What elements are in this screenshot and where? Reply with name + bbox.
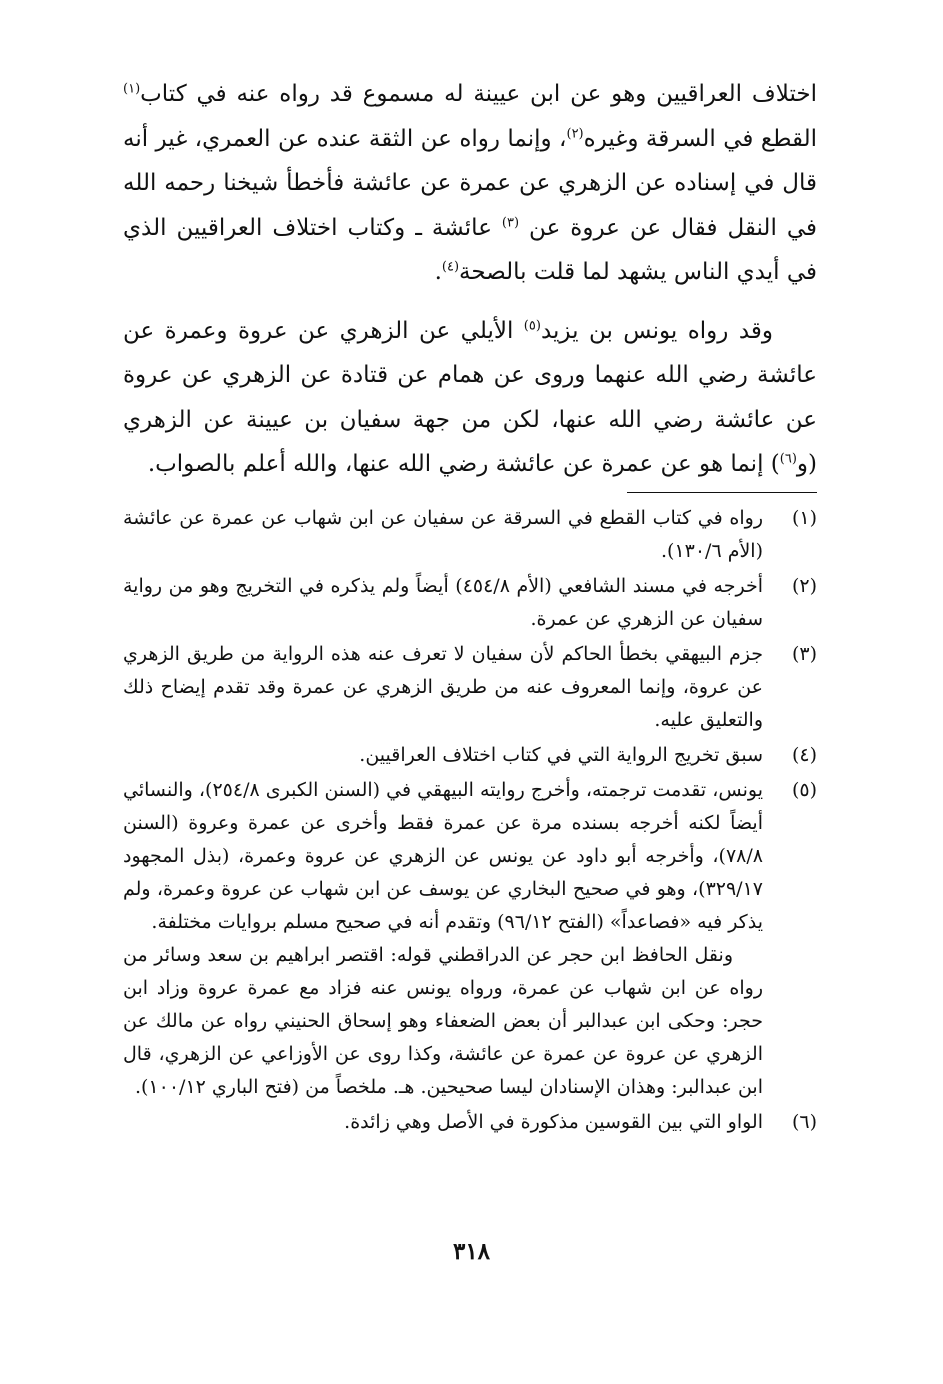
text-run: عائشة ـ وكتاب اختلاف العراقيين الذي في أيدي الناس يشهد لما قلت بالصحة — [123, 214, 817, 285]
body-paragraph — [123, 309, 817, 487]
footnote-number: (١) — [791, 507, 817, 529]
footnote-ref: (١) — [123, 81, 141, 97]
footnote-ref: (٢) — [566, 125, 584, 141]
footnote-number: (٣) — [791, 643, 817, 665]
footnote — [123, 502, 817, 568]
footnote-ref: (٥) — [523, 317, 541, 333]
footnote-paragraph: جزم البيهقي بخطأ الحاكم لأن سفيان لا تعرف عنه هذه الرواية من طريق الزهري عن عروة، وإنما المعروف عنه من طريق الزهري عن عمرة وقد تقدم إيضاح ذلك والتعليق عليه. — [123, 643, 763, 731]
footnote-text — [123, 774, 763, 1104]
footnote-number: (٥) — [791, 779, 817, 801]
footnote-text — [123, 638, 763, 737]
footnote — [123, 570, 817, 636]
footnote-number: (٢) — [791, 575, 817, 597]
footnote-text — [123, 502, 763, 568]
footnote — [123, 739, 817, 772]
text-run: ) إنما هو عن عمرة عن عائشة رضي الله عنها، والله أعلم بالصواب. — [147, 451, 780, 477]
page-number: ٣١٨ — [452, 1238, 491, 1265]
footnote-number: (٤) — [791, 744, 817, 766]
footnote-separator — [627, 492, 817, 493]
footnote-paragraph: سبق تخريج الرواية التي في كتاب اختلاف العراقيين. — [359, 744, 763, 766]
footnote-text — [123, 570, 763, 636]
footnote — [123, 774, 817, 1104]
text-run: . — [434, 259, 442, 285]
footnotes — [123, 502, 817, 1141]
footnote-paragraph: رواه في كتاب القطع في السرقة عن سفيان عن ابن شهاب عن عمرة عن عائشة (الأم ١٣٠/٦). — [123, 507, 763, 562]
footnote-paragraph: ونقل الحافظ ابن حجر عن الدراقطني قوله: اقتصر ابراهيم بن سعد وسائر من رواه عن ابن شهاب عن عمرة، ورواه يونس عنه فزاد مع عمرة عروة وزاد ابن حجر: وحكى ابن عبدالبر أن بعض الضعفاء وهو إسحاق الحنيني رواه عن مالك عن الزهري عن عروة عن عمرة عن عائشة، وكذا روى عن الأوزاعي عن الزهري، قال ابن عبدالبر: وهذان الإسنادان ليسا صحيحين. هـ. ملخصاً من (فتح الباري ١٠٠/١٢). — [123, 944, 763, 1098]
footnote-text — [123, 1106, 763, 1139]
footnote-paragraph: أخرجه في مسند الشافعي (الأم ٤٥٤/٨) أيضاً ولم يذكره في التخريج وهو من رواية سفيان عن الزهري عن عمرة. — [123, 575, 763, 630]
text-run: اختلاف العراقيين وهو عن ابن عيينة له مسموع قد رواه عنه في كتاب — [140, 81, 817, 107]
footnote — [123, 638, 817, 737]
body-paragraph — [123, 72, 817, 295]
text-run: وقد رواه يونس بن يزيد — [540, 317, 773, 344]
main-text — [123, 72, 817, 487]
text-run: الأيلي عن الزهري عن عروة وعمرة عن عائشة رضي الله عنهما وروى عن همام عن قتادة عن الزهري عن عروة عن عائشة رضي الله عنها، لكن من جهة سفيان بن عيينة عن الزهري (و — [123, 317, 817, 477]
footnote-ref: (٤) — [441, 259, 460, 275]
footnote-paragraph: الواو التي بين القوسين مذكورة في الأصل وهي زائدة. — [344, 1111, 763, 1133]
footnote-text — [123, 739, 763, 772]
text-run: ، وإنما رواه عن الثقة عنده عن العمري، غير أنه قال في إسناده عن الزهري عن عمرة عن عائشة فأخطأ شيخنا رحمه الله في النقل فقال عن عروة عن — [123, 125, 817, 241]
footnote-ref: (٦) — [779, 451, 797, 467]
footnote-paragraph: يونس، تقدمت ترجمته، وأخرج روايته البيهقي في (السنن الكبرى ٢٥٤/٨)، والنسائي أيضاً لكنه أخرجه بسنده مرة عن عمرة فقط وأخرى عن عمرة وعروة (السنن ٧٨/٨)، وأخرجه أبو داود عن يونس عن الزهري عن عروة وعمرة، (بذل المجهود ٣٢٩/١٧)، وهو في صحيح البخاري عن يوسف عن ابن شهاب عن عروة وعمرة، ولم يذكر فيه «فصاعداً» (الفتح ٩٦/١٢) وتقدم أنه في صحيح مسلم بروايات مختلفة. — [123, 779, 763, 933]
text-run: القطع في السرقة وغيره — [583, 125, 817, 152]
footnote-ref: (٣) — [501, 214, 520, 230]
footnote-number: (٦) — [791, 1111, 817, 1133]
footnote — [123, 1106, 817, 1139]
